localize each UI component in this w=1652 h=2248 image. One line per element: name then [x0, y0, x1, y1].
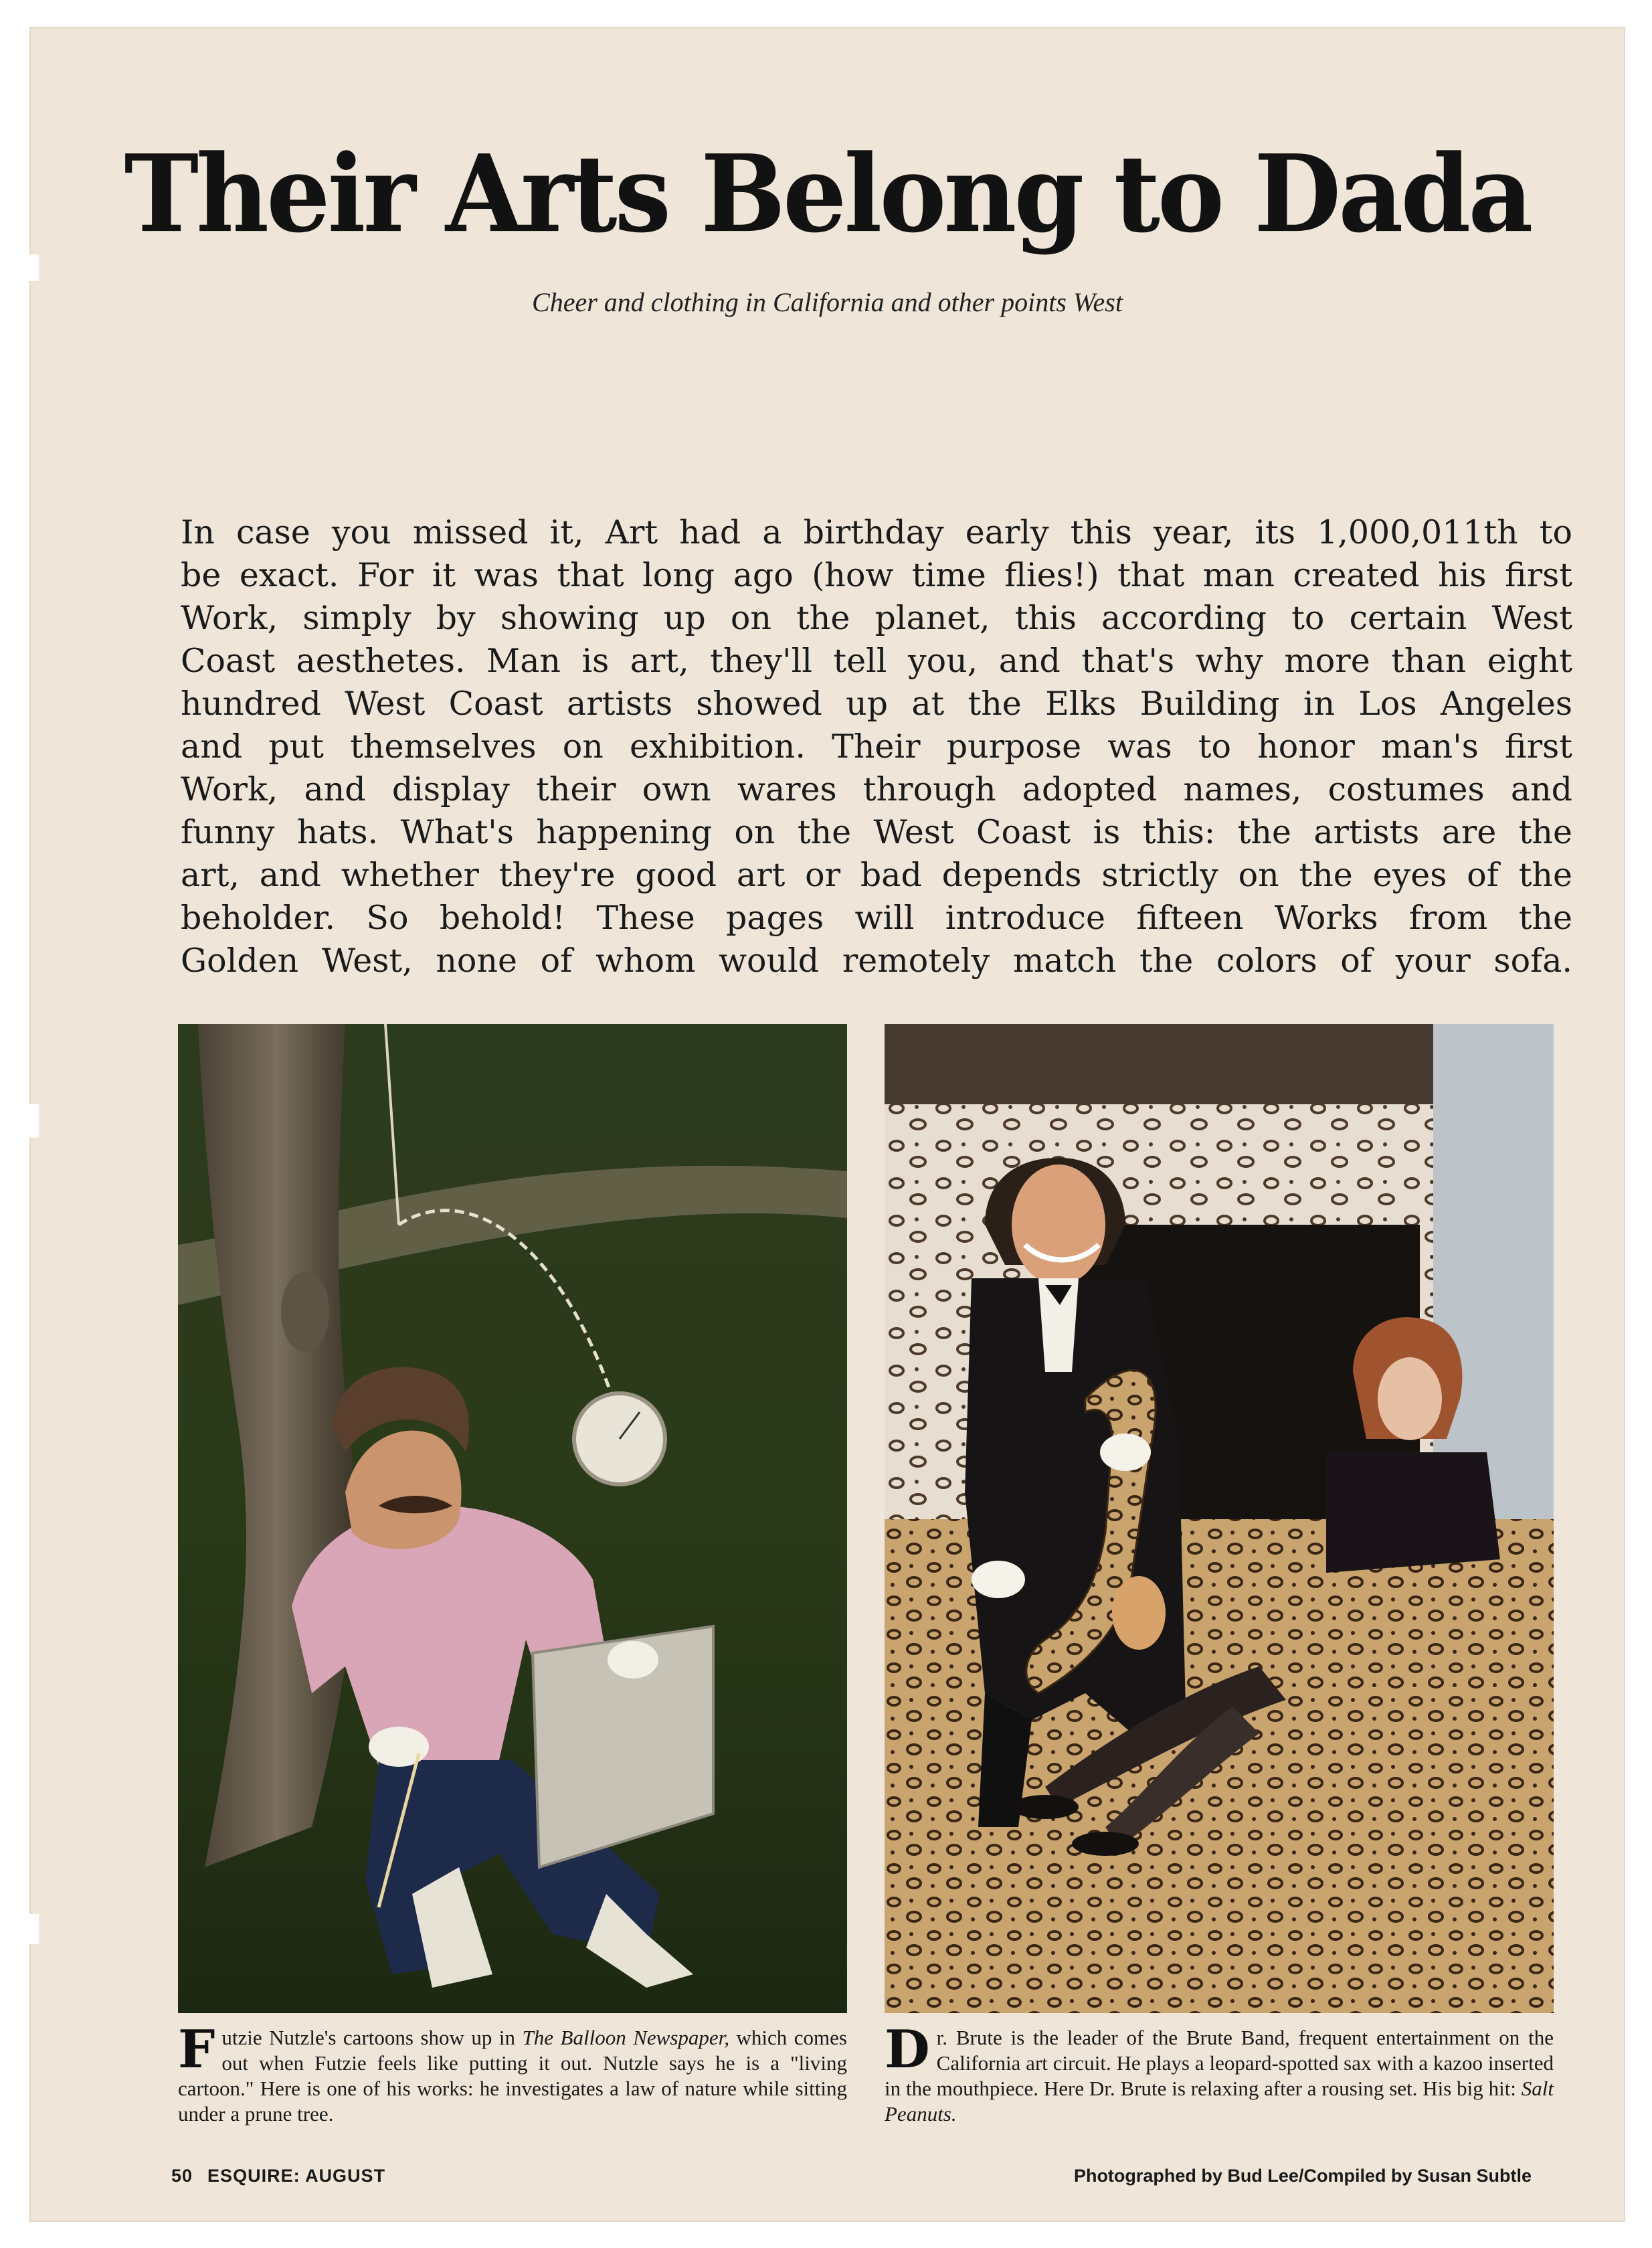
magazine-page: [29, 27, 1625, 2222]
intro-line: In case you missed it, Art had a birthday early this year, its 1,000,011th to: [181, 513, 1572, 551]
caption-left-dropcap: F: [178, 2019, 215, 2080]
caption-left-text-b: which comes out when Futzie feels like putting it out. Nutzle says he is a "living cartoon." Here is one of his works: he investigates a law of nature while sitting under a prune tree.: [178, 2026, 847, 2126]
intro-paragraph: [181, 511, 1572, 982]
photo-futzie-nutzle-illustration: [178, 1024, 847, 2013]
torn-edge: [29, 1914, 39, 1944]
subheadline: Cheer and clothing in California and other points West: [532, 287, 1123, 317]
caption-left-italic: The Balloon Newspaper,: [522, 2026, 730, 2049]
caption-right-text-a: r. Brute is the leader of the Brute Band, frequent entertainment on the California art circuit. He plays a leopard-spotted sax with a kazoo inserted in the mouthpiece. Here Dr. Brute is relaxing after a rousing set. His big hit:: [885, 2026, 1554, 2100]
caption-right-dropcap: D: [885, 2019, 930, 2080]
intro-line: hundred West Coast artists showed up at the Elks Building in Los Angeles: [181, 685, 1572, 723]
headline: Their Arts Belong to Dada: [124, 131, 1531, 257]
torn-edge: [29, 254, 39, 281]
intro-line: Work, and display their own wares through adopted names, costumes and: [181, 770, 1572, 808]
caption-dr-brute: [885, 2019, 1554, 2127]
intro-line: and put themselves on exhibition. Their purpose was to honor man's first: [181, 727, 1572, 766]
torn-edge: [29, 1104, 39, 1138]
intro-line: Golden West, none of whom would remotely match the colors of your sofa.: [181, 942, 1572, 980]
intro-line: funny hats. What's happening on the West Coast is this: the artists are the: [181, 813, 1572, 851]
photo-credits: Photographed by Bud Lee/Compiled by Susan Subtle: [1073, 2166, 1532, 2186]
photo-futzie-nutzle: [178, 1024, 847, 2013]
intro-line: Coast aesthetes. Man is art, they'll tell you, and that's why more than eight: [181, 642, 1572, 680]
publication-name: ESQUIRE: AUGUST: [207, 2166, 386, 2186]
caption-right-italic: Salt Peanuts.: [885, 2077, 1554, 2126]
intro-line: Work, simply by showing up on the planet, this according to certain West: [181, 599, 1572, 637]
photo-dr-brute-illustration: [885, 1024, 1554, 2013]
caption-futzie-nutzle: [178, 2019, 847, 2127]
intro-line: art, and whether they're good art or bad depends strictly on the eyes of the: [181, 856, 1572, 894]
page-folio: [171, 2166, 385, 2186]
intro-line: beholder. So behold! These pages will introduce fifteen Works from the: [181, 899, 1572, 937]
page-number: 50: [171, 2166, 193, 2186]
caption-left-text-a: utzie Nutzle's cartoons show up in: [221, 2026, 523, 2049]
photo-dr-brute: [885, 1024, 1554, 2013]
intro-line: be exact. For it was that long ago (how time flies!) that man created his first: [181, 556, 1572, 594]
